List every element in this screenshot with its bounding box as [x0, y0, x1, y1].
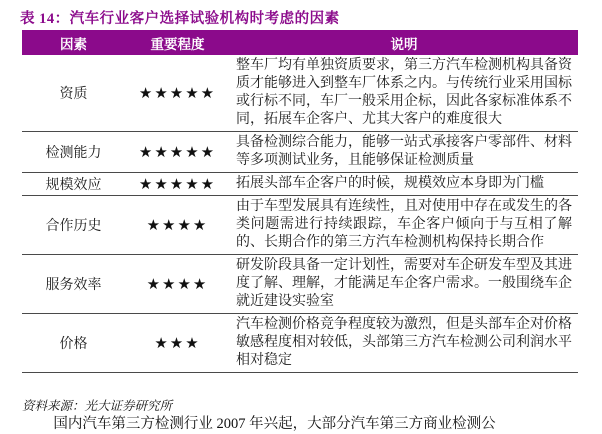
factor-name: 价格	[59, 337, 88, 352]
star-rating: ★★★★★	[138, 84, 217, 102]
factor-name: 服务效率	[45, 278, 102, 293]
star-rating: ★★★	[154, 334, 201, 352]
table-row	[22, 132, 578, 173]
table-row	[22, 196, 578, 255]
factor-name: 检测能力	[45, 146, 102, 161]
factor-name: 合作历史	[45, 219, 102, 234]
star-rating: ★★★★★	[138, 143, 217, 161]
table-header-row	[22, 30, 578, 55]
star-rating: ★★★★	[146, 216, 209, 234]
header-factor: 因素	[60, 36, 87, 52]
page-title: 表 14：汽车行业客户选择试验机构时考虑的因素	[20, 11, 340, 27]
header-importance: 重要程度	[150, 36, 205, 52]
factor-description: 研发阶段具备一定计划性，需要对车企研发车型及其进度了解、理解，才能满足车企客户需求。一般围绕车企就近建设实验室	[236, 258, 572, 309]
factor-description: 整车厂均有单独资质要求，第三方汽车检测机构具备资质才能够进入到整车厂体系之内。与传统行业采用国标或行标不同，车厂一般采用企标，因此各家标准体系不同，拓展车企客户、尤其大客户的难度很大	[236, 58, 572, 127]
table-row	[22, 255, 578, 314]
factors-table	[22, 30, 578, 373]
factor-description: 具备检测综合能力，能够一站式承接客户零部件、材料等多项测试业务，且能够保证检测质量	[236, 135, 572, 168]
table-row	[22, 173, 578, 196]
table-row	[22, 55, 578, 132]
star-rating: ★★★★★	[138, 175, 217, 193]
factor-name: 资质	[59, 87, 88, 102]
factor-description: 汽车检测价格竞争程度较为激烈，但是头部车企对价格敏感程度相对较低，头部第三方汽车检测公司利润水平相对稳定	[236, 317, 572, 368]
factor-description: 拓展头部车企客户的时候，规模效应本身即为门槛	[236, 176, 544, 191]
source-note: 资料来源：光大证券研究所	[22, 399, 173, 413]
star-rating: ★★★★	[146, 275, 209, 293]
factor-description: 由于车型发展具有连续性，且对使用中存在或发生的各类问题需进行持续跟踪，车企客户倾向于与互相了解的、长期合作的第三方汽车检测机构保持长期合作	[236, 199, 572, 250]
table-row	[22, 314, 578, 373]
header-description: 说明	[390, 36, 418, 52]
body-paragraph: 国内汽车第三方检测行业 2007 年兴起，大部分汽车第三方商业检测公	[53, 416, 496, 432]
factor-name: 规模效应	[45, 178, 102, 193]
